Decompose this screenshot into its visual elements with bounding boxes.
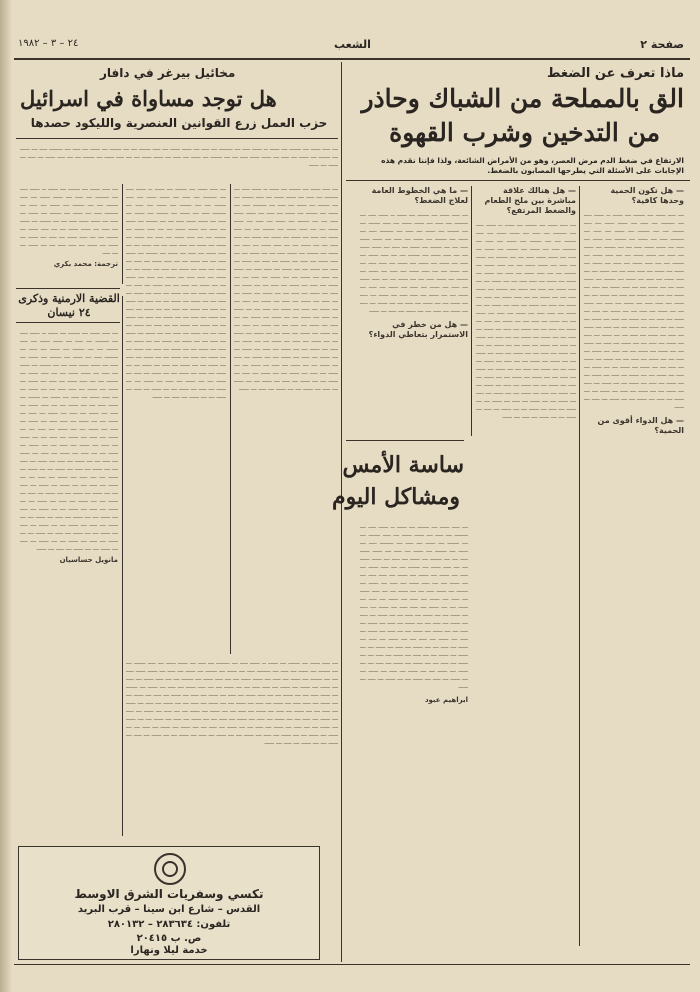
lead-body-text-2: ـــ ــــ ـــــ ـــ ــــــ ـــ ـــــ ــ ـــــ ــــ ـــ ـــــــ ـــ ــــ ـــ ـــــ ـــــ ـــ ــــ ــــــ ـــ ـــ ــــــ ـــ ـــــ ـــ ــــ ـــ ـــــــ ــــ ـــ ـــــ ـــ ــــــ ـــ ـــــ ـــ ــــ ـــ ـــــ ـــــ ــــ ـــ ـــ ــــــ ـــ ـــــ ـــ ــــ ـــ ـــــ ـــــ ـــ ـــ ــــ ـــــ ـــ ــــــ ـــ ـــ ــــ ـــــ ـــ ــــ ـــ ـــــ ـــ ـــــ ـــ ـــــ ـــ ــــ ــــ ـــ ـــ ـــــ ـــ ـــ ــــ ـــــ ـــ ــــ ـــ ـــــ ـــ ــــــ ـــ ـــــ ــــ ـــ ـــ ـــــ ـــ ـــ ــــ ـــــ ـــ ــــ ـــ ـــــ ـــ ــــ ـــ ـــــ ـــ ــــ ـــ ـــــ ـــ ـــ ـــــ ـــ ــــ ــــ ـــ ـــــ ـــ ــــ ـــ ـــــ ـــ ـــ ـــــ ـــ ــــ ـــ ـــ ـــــ ـــ ــــ ـــ ـــــ ـــ ــــ ـــ ـــ ـــــ ـــ ــــ ـــ ـــــ ـــ ــــ ـــ ـــ ـــــ ـــ ـــــ ـــ ـــ ــــ ـــ ـــــ ـــ ــــ ـــ ـــــ ـــ ــــ ـــ ـــ ـــــ ـــ ــــ ـــ ـــــ ـــ ــــ ـــ ـــ ـــــ ـــ ــــ ـــ ـــــ ـــ ـــ ـــــ ـــ ـــــ ـــ ـــ ــــ ـــ ـــــ ـــ ــــ ـــ ـــ ـــــ ـــ ــــ ـــ ـــ ـــــ ـــ ـــــ ـــ ــــ ـــ ـــ ـــــ ـــ ـــــ ـــ ـــ ـــــ ـــ ــــ ـــ ـــــ ـــ ـــ ـــــ ـــ ــــ ـــ ـــــ ـــ ـــ ـــــ ـــ ــــ ـــ ـــــ ـــ ـــ ـــــ ـــ ــــ ـــ ـــــ ـــ ـــ ـــــ ـــ ــــ ـــ ـــــ ـــ ـــ ـــــ ـــ ــــ ـــ ـــــ ـــ ـــ ـــــ ـــ ــــ ـــ ـــــ ـــ ـــ ـــــ ـــ ــــ ـــ ـــــ [476, 220, 576, 420]
ad-phone: تلفون: ٢٨٣٦٣٤ – ٢٨٠١٣٢ [107, 919, 231, 930]
story-three-headline: القضية الارمنية وذكرى ٢٤ نيسان [18, 292, 120, 319]
story-three-rule-top [16, 288, 120, 289]
story-two-rule [16, 138, 338, 139]
issue-date: ٢٤ – ٣ – ١٩٨٢ [18, 38, 79, 49]
company-logo-icon [154, 853, 186, 885]
ad-address: القدس – شارع ابن سينا – قرب البريد [77, 904, 261, 915]
story-two-column-3 [20, 184, 118, 284]
story-two-body-text-2: ـــ ــــ ـــــ ـــ ــــــ ـــ ـــــ ــ ـــــ ــــ ـــ ـــــــ ـــ ــــ ـــ ـــــ ـــــ ـــ ــــ ــــــ ـــ ـــ ــــــ ـــ ـــــ ـــ ــــ ـــ ـــــــ ــــ ـــ ـــــ ـــ ــــــ ـــ ـــــ ـــ ــــ ـــ ـــــ ـــــ ــــ ـــ ـــ ــــــ ـــ ـــــ ـــ ــــ ـــ ـــــ ـــــ ـــ ـــ ــــ ـــــ ـــ ــــــ ـــ ـــ ــــ ـــــ ـــ ــــ ـــ ـــــ ـــ ـــــ ـــ ـــــ ـــ ــــ ــــ ـــ ـــ ـــــ ـــ ـــ ــــ ـــــ ـــ ــــ ـــ ـــــ ـــ ــــــ ـــ ـــــ ــــ ـــ ـــ ـــــ ـــ ـــ ــــ ـــــ ـــ ــــ ـــ ـــــ ـــ ــــ ـــ ـــــ ـــ ــــ ـــ ـــــ ـــ ـــ ـــــ ـــ ــــ ــــ ـــ ـــــ ـــ ــــ ـــ ـــــ ـــ ـــ ـــــ ـــ ــــ ـــ ـــ ـــــ ـــ ــــ ـــ ـــــ ـــ ــــ ـــ ـــ ـــــ ـــ ــــ ـــ ـــــ ـــ ــــ ـــ ـــ ـــــ ـــ ـــــ ـــ ـــ ــــ ـــ ـــــ ـــ ــــ ـــ ـــــ ـــ ــــ ـــ ـــ ـــــ ـــ ــــ ـــ ـــــ ـــ ــــ ـــ ـــ ـــــ ـــ ــــ ـــ ـــــ ـــ ـــ ـــــ ـــ ـــــ ـــ ـــ ــــ ـــ ـــــ ـــ ــــ ـــ ـــ ـــــ ـــ ــــ ـــ ـــ ـــــ ـــ ـــــ ـــ ــــ ـــ ـــ ـــــ ـــ ـــــ ـــ ـــ ـــــ ـــ ــــ ـــ ـــــ ـــ ـــ ـــــ ـــ ــــ ـــ ـــــ ـــ ـــ ـــــ ـــ ــــ ـــ ـــــ ـــ ـــ ـــــ ـــ ــــ ـــ ـــــ ـــ ـــ ـــــ ـــ ــــ ـــ ـــــ ـــ ـــ ـــــ ـــ ــــ ـــ ـــــ ـــ ـــ ـــــ ـــ ــــ ـــ ـــــ ـــ ـــ ـــــ ـــ ــــ ـــ ـــــ ـــ ـــ ـــــ ـــ ــــ ـــ ـــــ ـــ ـــ ـــــ ـــ ــــ ـــ ـــــ ـــ ـــ ـــــ ـــ ــــ ـــ ـــــ [126, 184, 226, 400]
story-four-body-text: ـــ ــــ ـــــ ـــ ــــــ ـــ ـــــ ــ ـــــ ــــ ـــ ـــــــ ـــ ــــ ـــ ـــــ ـــــ ـــ ــــ ــــــ ـــ ـــ ــــــ ـــ ـــــ ـــ ــــ ـــ ـــــــ ــــ ـــ ـــــ ـــ ــــــ ـــ ـــــ ـــ ــــ ـــ ـــــ ـــــ ــــ ـــ ـــ ــــــ ـــ ـــــ ـــ ــــ ـــ ـــــ ـــــ ـــ ـــ ــــ ـــــ ـــ ــــــ ـــ ـــ ــــ ـــــ ـــ ــــ ـــ ـــــ ـــ ـــــ ـــ ـــــ ـــ ــــ ــــ ـــ ـــ ـــــ ـــ ـــ ــــ ـــــ ـــ ــــ ـــ ـــــ ـــ ــــــ ـــ ـــــ ــــ ـــ ـــ ـــــ ـــ ـــ ــــ ـــــ ـــ ــــ ـــ ـــــ ـــ ــــ ـــ ـــــ ـــ ــــ ـــ ـــــ ـــ ـــ ـــــ ـــ ــــ ــــ ـــ ـــــ ـــ ــــ ـــ ـــــ ـــ ـــ ـــــ ـــ ــــ ـــ ـــ ـــــ ـــ ــــ ـــ ـــــ ـــ ــــ ـــ ـــ ـــــ ـــ ــــ ـــ ـــــ ـــ ــــ ـــ ـــ ـــــ ـــ ـــــ ـــ ـــ ــــ ـــ ـــــ ـــ ــــ ـــ ـــــ ـــ ــــ ـــ ـــ ـــــ ـــ ــــ ـــ ـــــ ـــ ــــ ـــ ـــ ـــــ ـــ ــــ ـــ ـــــ ـــ ـــ ـــــ ـــ ـــــ ـــ ـــ ــــ ـــ ـــــ ـــ ــــ ـــ ـــ ـــــ ـــ ــــ ـــ ـــ ـــــ ـــ ـــــ ـــ ــــ ـــ ـــ ـــــ ـــ ـــــ ـــ ـــ ـــــ ـــ ــــ ـــ ـــــ ـــ ـــ ـــــ ـــ ــــ ـــ ـــــ ـــ ـــ ـــــ ـــ ــــ ـــ ـــــ [360, 522, 468, 690]
paper-name: الشعب [334, 38, 371, 51]
lead-kicker: ماذا تعرف عن الضغط [546, 66, 684, 81]
story-four-rule [346, 440, 464, 441]
lead-column-2 [476, 186, 576, 946]
col-rule-c [230, 184, 231, 654]
story-two-headline: هل توجد مساواة في اسرائيل [20, 86, 277, 111]
story-four-headline-2: ومشاكل اليوم [332, 484, 460, 510]
lead-headline-1: الق بالمملحة من الشباك وحاذر [361, 84, 684, 113]
story-two-lede-text: ـــ ــــ ـــــ ـــ ــــــ ـــ ـــــ ــ ـــــ ــــ ـــ ـــــــ ـــ ــــ ـــ ـــــ ـــــ ـــ ــــ ــــــ ـــ ـــ ــــــ ـــ ـــــ ـــ ــــ ـــ ـــــــ ــــ ـــ ـــــ ـــ ــــــ ـــ ـــــ ـــ ــــ ـــ ـــــ ـــــ ــــ ـــ ـــ ــــــ ـــ ـــــ ـــ ــــ ـــ ـــــ ـــــ ـــ ـــ ــــ ـــــ ـــ ــــــ ـــ ـــ ــــ ـــــ ـــ ــــ ـــ ـــــ ـــ ـــــ [20, 144, 338, 168]
top-rule [14, 58, 690, 60]
story-four-headline-1: ساسة الأمس [342, 452, 464, 478]
lead-question-1: — هل تكون الحمية وحدها كافية؟ [610, 186, 684, 205]
page-label: صفحة ٢ [640, 38, 684, 51]
lead-headline-2: من التدخين وشرب القهوة [389, 118, 660, 147]
ad-title: تكسي وسفريات الشرق الاوسط [74, 887, 264, 901]
lead-question-4: — هل من خطر في الاستمرار بتعاطي الدواء؟ [368, 320, 468, 339]
lower-left-body-text: ـــ ــــ ـــــ ـــ ــــــ ـــ ـــــ ــ ـــــ ــــ ـــ ـــــــ ـــ ــــ ـــ ـــــ ـــــ ـــ ــــ ــــــ ـــ ـــ ــــــ ـــ ـــــ ـــ ــــ ـــ ـــــــ ــــ ـــ ـــــ ـــ ــــــ ـــ ـــــ ـــ ــــ ـــ ـــــ ـــــ ــــ ـــ ـــ ــــــ ـــ ـــــ ـــ ــــ ـــ ـــــ ـــــ ـــ ـــ ــــ ـــــ ـــ ــــــ ـــ ـــ ــــ ـــــ ـــ ــــ ـــ ـــــ ـــ ـــــ ـــ ـــــ ـــ ــــ ــــ ـــ ـــ ـــــ ـــ ـــ ــــ ـــــ ـــ ــــ ـــ ـــــ ـــ ــــــ ـــ ـــــ ــــ ـــ ـــ ـــــ ـــ ـــ ــــ ـــــ ـــ ــــ ـــ ـــــ ـــ ــــ ـــ ـــــ ـــ ــــ ـــ ـــــ ـــ ـــ ـــــ ـــ ــــ ــــ ـــ ـــــ ـــ ــــ ـــ ـــــ ـــ ـــ ـــــ ـــ ــــ ـــ ـــ ـــــ ـــ ــــ ـــ ـــــ ـــ ــــ ـــ ـــ ـــــ ـــ ــــ ـــ ـــــ ـــ ــــ ـــ ـــ ـــــ ـــ ـــــ ـــ ـــ ــــ ـــ ـــــ ـــ ــــ ـــ ـــــ ـــ ــــ ـــ ـــ ـــــ ـــ ــــ ـــ ـــــ ـــ ــــ ـــ ـــ ـــــ ـــ ــــ ـــ ـــــ ـــ ـــ ـــــ ـــ ـــــ ـــ ـــ ــــ ـــ ـــــ ـــ ــــ ـــ ـــ ـــــ ـــ ــــ ـــ ـــ ـــــ ـــ ـــــ ـــ ــــ ـــ ـــ ـــــ ـــ ـــــ ـــ ـــ ـــــ ـــ ــــ ـــ ـــــ ـــ ـــ ـــــ ـــ ــــ ـــ ـــــ ـــ ـــ ـــــ ـــ ــــ ـــ ـــــ ـــ ـــ ـــــ ـــ ــــ ـــ ـــــ [126, 658, 338, 746]
story-two-body-text-3: ـــ ــــ ـــــ ـــ ــــــ ـــ ـــــ ــ ـــــ ــــ ـــ ـــــــ ـــ ــــ ـــ ـــــ ـــــ ـــ ــــ ــــــ ـــ ـــ ــــــ ـــ ـــــ ـــ ــــ ـــ ـــــــ ــــ ـــ ـــــ ـــ ــــــ ـــ ـــــ ـــ ــــ ـــ ـــــ ـــــ ــــ ـــ ـــ ــــــ ـــ ـــــ ـــ ــــ ـــ ـــــ ـــــ ـــ ـــ ــــ ـــــ ـــ ــــــ ـــ ـــ ــــ ـــــ ـــ ــــ ـــ ـــــ ـــ ـــــ ـــ ـــــ ـــ ــــ ــــ ـــ ـــ ـــــ ـــ ـــ ــــ [20, 184, 118, 256]
running-head [14, 38, 688, 56]
col-rule-a [579, 186, 580, 946]
lead-question-5: — هل الدواء أقوى من الحمية؟ [597, 416, 684, 435]
story-two-column-2 [126, 184, 226, 654]
story-four-byline: ابراهيم عبود [424, 696, 468, 704]
story-three-body [20, 328, 118, 836]
taxi-advertisement [18, 846, 320, 960]
story-two-subhead: حزب العمل زرع القوانين العنصرية والليكود حصدها [30, 116, 328, 130]
story-two-kicker: مخائيل بيرغر في دافار [100, 66, 236, 80]
lead-intro: الارتفاع في ضغط الدم مرض العصر، وهو من الأمراض الشائعة، ولذا فإننا نقدم هذه الإجابات على الأسئلة التي يطرحها المصابون بالضغط. [381, 156, 684, 175]
col-rule-d [122, 184, 123, 284]
ad-pobox: ص. ب ٢٠٤١٥ [136, 933, 202, 944]
lead-column-1 [584, 186, 684, 946]
story-three-byline: مانويل حساسيان [59, 556, 118, 564]
story-two-body-text: ـــ ــــ ـــــ ـــ ــــــ ـــ ـــــ ــ ـــــ ــــ ـــ ـــــــ ـــ ــــ ـــ ـــــ ـــــ ـــ ــــ ــــــ ـــ ـــ ــــــ ـــ ـــــ ـــ ــــ ـــ ـــــــ ــــ ـــ ـــــ ـــ ــــــ ـــ ـــــ ـــ ــــ ـــ ـــــ ـــــ ــــ ـــ ـــ ــــــ ـــ ـــــ ـــ ــــ ـــ ـــــ ـــــ ـــ ـــ ــــ ـــــ ـــ ــــــ ـــ ـــ ــــ ـــــ ـــ ــــ ـــ ـــــ ـــ ـــــ ـــ ـــــ ـــ ــــ ــــ ـــ ـــ ـــــ ـــ ـــ ــــ ـــــ ـــ ــــ ـــ ـــــ ـــ ــــــ ـــ ـــــ ــــ ـــ ـــ ـــــ ـــ ـــ ــــ ـــــ ـــ ــــ ـــ ـــــ ـــ ــــ ـــ ـــــ ـــ ــــ ـــ ـــــ ـــ ـــ ـــــ ـــ ــــ ــــ ـــ ـــــ ـــ ــــ ـــ ـــــ ـــ ـــ ـــــ ـــ ــــ ـــ ـــ ـــــ ـــ ــــ ـــ ـــــ ـــ ــــ ـــ ـــ ـــــ ـــ ــــ ـــ ـــــ ـــ ــــ ـــ ـــ ـــــ ـــ ـــــ ـــ ـــ ــــ ـــ ـــــ ـــ ــــ ـــ ـــــ ـــ ــــ ـــ ـــ ـــــ ـــ ــــ ـــ ـــــ ـــ ــــ ـــ ـــ ـــــ ـــ ــــ ـــ ـــــ ـــ ـــ ـــــ ـــ ـــــ ـــ ـــ ــــ ـــ ـــــ ـــ ــــ ـــ ـــ ـــــ ـــ ــــ ـــ ـــ ـــــ ـــ ـــــ ـــ ــــ ـــ ـــ ـــــ ـــ ـــــ ـــ ـــ ـــــ ـــ ــــ ـــ ـــــ ـــ ـــ ـــــ ـــ ــــ ـــ ـــــ ـــ ـــ ـــــ ـــ ــــ ـــ ـــــ ـــ ـــ ـــــ ـــ ــــ ـــ ـــــ ـــ ـــ ـــــ ـــ ــــ ـــ ـــــ ـــ ـــ ـــــ ـــ ــــ ـــ ـــــ ـــ ـــ ـــــ ـــ ــــ ـــ ـــــ ـــ ـــ ـــــ ـــ ــــ ـــ ـــــ ـــ ـــ ـــــ ـــ ــــ ـــ ـــــ ـــ ـــ ـــــ ـــ ــــ ـــ ـــــ ـــ ـــ ـــــ ـــ ــــ ـــ ـــــ [234, 184, 338, 392]
story-three-rule [16, 322, 120, 323]
story-two-lede [20, 144, 338, 180]
scan-edge [0, 0, 12, 992]
lead-question-3: — هل هنالك علاقة مباشرة بين ملح الطعام والضغط المرتفع؟ [484, 186, 576, 215]
lead-rule [346, 180, 690, 181]
lead-body-text: ـــ ــــ ـــــ ـــ ــــــ ـــ ـــــ ــ ـــــ ــــ ـــ ـــــــ ـــ ــــ ـــ ـــــ ـــــ ـــ ــــ ــــــ ـــ ـــ ــــــ ـــ ـــــ ـــ ــــ ـــ ـــــــ ــــ ـــ ـــــ ـــ ــــــ ـــ ـــــ ـــ ــــ ـــ ـــــ ـــــ ــــ ـــ ـــ ــــــ ـــ ـــــ ـــ ــــ ـــ ـــــ ـــــ ـــ ـــ ــــ ـــــ ـــ ــــــ ـــ ـــ ــــ ـــــ ـــ ــــ ـــ ـــــ ـــ ـــــ ـــ ـــــ ـــ ــــ ــــ ـــ ـــ ـــــ ـــ ـــ ــــ ـــــ ـــ ــــ ـــ ـــــ ـــ ــــــ ـــ ـــــ ــــ ـــ ـــ ـــــ ـــ ـــ ــــ ـــــ ـــ ــــ ـــ ـــــ ـــ ــــ ـــ ـــــ ـــ ــــ ـــ ـــــ ـــ ـــ ـــــ ـــ ــــ ــــ ـــ ـــــ ـــ ــــ ـــ ـــــ ـــ ـــ ـــــ ـــ ــــ ـــ ـــ ـــــ ـــ ــــ ـــ ـــــ ـــ ــــ ـــ ـــ ـــــ ـــ ــــ ـــ ـــــ ـــ ــــ ـــ ـــ ـــــ ـــ ـــــ ـــ ـــ ــــ ـــ ـــــ ـــ ــــ ـــ ـــــ ـــ ــــ ـــ ـــ ـــــ ـــ ــــ ـــ ـــــ ـــ ــــ ـــ ـــ ـــــ ـــ ــــ ـــ ـــــ ـــ ـــ ـــــ ـــ ـــــ ـــ ـــ ــــ ـــ ـــــ ـــ ــــ ـــ ـــ ـــــ ـــ ــــ ـــ ـــ ـــــ ـــ ـــــ ـــ ــــ ـــ ـــ ـــــ ـــ ـــــ ـــ ـــ ـــــ ـــ ــــ ـــ ـــــ ـــ ـــ ـــــ ـــ ــــ ـــ ـــــ ـــ ـــ ـــــ ـــ ــــ ـــ ـــــ ـــ ـــ ـــــ ـــ ــــ ـــ ـــــ ـــ ـــ ـــــ ـــ ــــ ـــ ـــــ ـــ ـــ ـــــ ـــ ــــ ـــ ـــــ ـــ ـــ ـــــ ـــ ــــ ـــ ـــــ [584, 210, 684, 410]
ad-slogan: خدمة ليلا ونهارا [130, 945, 208, 956]
col-rule-b [471, 186, 472, 436]
column-divider [341, 62, 342, 962]
col-rule-e [122, 296, 123, 836]
lead-body-text-3: ـــ ــــ ـــــ ـــ ــــــ ـــ ـــــ ــ ـــــ ــــ ـــ ـــــــ ـــ ــــ ـــ ـــــ ـــــ ـــ ــــ ــــــ ـــ ـــ ــــــ ـــ ـــــ ـــ ــــ ـــ ـــــــ ــــ ـــ ـــــ ـــ ــــــ ـــ ـــــ ـــ ــــ ـــ ـــــ ـــــ ــــ ـــ ـــ ــــــ ـــ ـــــ ـــ ــــ ـــ ـــــ ـــــ ـــ ـــ ــــ ـــــ ـــ ــــــ ـــ ـــ ــــ ـــــ ـــ ــــ ـــ ـــــ ـــ ـــــ ـــ ـــــ ـــ ــــ ــــ ـــ ـــ ـــــ ـــ ـــ ــــ ـــــ ـــ ــــ ـــ ـــــ ـــ ــــــ ـــ ـــــ ــــ ـــ ـــ ـــــ ـــ ـــ ــــ ـــــ ـــ ــــ ـــ ـــــ ـــ ــــ ـــ ـــــ ـــ ــــ ـــ ـــــ ـــ ـــ ـــــ ـــ ــــ ــــ ـــ ـــــ ـــ ــــ ـــ ـــــ ـــ ـــ ـــــ ـــ ــــ ـــ ـــ ـــــ ـــ ــــ ـــ ـــــ ـــ ــــ ـــ ـــ ـــــ ـــ ــــ ـــ ـــــ [360, 210, 468, 314]
bottom-rule [14, 964, 690, 965]
lead-question-2: — ما هي الخطوط العامة لعلاج الضغط؟ [371, 186, 468, 205]
story-two-byline: ترجمة: محمد بكري [53, 260, 118, 268]
lead-column-3 [360, 186, 468, 436]
story-two-column-1 [234, 184, 338, 654]
story-four-body [360, 522, 468, 946]
story-three-body-text: ـــ ــــ ـــــ ـــ ــــــ ـــ ـــــ ــ ـــــ ــــ ـــ ـــــــ ـــ ــــ ـــ ـــــ ـــــ ـــ ــــ ــــــ ـــ ـــ ــــــ ـــ ـــــ ـــ ــــ ـــ ـــــــ ــــ ـــ ـــــ ـــ ــــــ ـــ ـــــ ـــ ــــ ـــ ـــــ ـــــ ــــ ـــ ـــ ــــــ ـــ ـــــ ـــ ــــ ـــ ـــــ ـــــ ـــ ـــ ــــ ـــــ ـــ ــــــ ـــ ـــ ــــ ـــــ ـــ ــــ ـــ ـــــ ـــ ـــــ ـــ ـــــ ـــ ــــ ــــ ـــ ـــ ـــــ ـــ ـــ ــــ ـــــ ـــ ــــ ـــ ـــــ ـــ ــــــ ـــ ـــــ ــــ ـــ ـــ ـــــ ـــ ـــ ــــ ـــــ ـــ ــــ ـــ ـــــ ـــ ــــ ـــ ـــــ ـــ ــــ ـــ ـــــ ـــ ـــ ـــــ ـــ ــــ ــــ ـــ ـــــ ـــ ــــ ـــ ـــــ ـــ ـــ ـــــ ـــ ــــ ـــ ـــ ـــــ ـــ ــــ ـــ ـــــ ـــ ــــ ـــ ـــ ـــــ ـــ ــــ ـــ ـــــ ـــ ــــ ـــ ـــ ـــــ ـــ ـــــ ـــ ـــ ــــ ـــ ـــــ ـــ ــــ ـــ ـــــ ـــ ــــ ـــ ـــ ـــــ ـــ ــــ ـــ ـــــ ـــ ــــ ـــ ـــ ـــــ ـــ ــــ ـــ ـــــ ـــ ـــ ـــــ ـــ ـــــ ـــ ـــ ــــ ـــ ـــــ ـــ ــــ ـــ ـــ ـــــ ـــ ــــ ـــ ـــ ـــــ ـــ ـــــ ـــ ــــ ـــ ـــ ـــــ ـــ ـــــ ـــ ـــ ـــــ ـــ ــــ ـــ ـــــ ـــ ـــ ـــــ ـــ ــــ ـــ ـــــ ـــ ـــ ـــــ ـــ ــــ ـــ ـــــ ـــ ـــ ـــــ ـــ ــــ ـــ ـــــ ـــ ـــ ـــــ ـــ ــــ ـــ ـــــ ـــ ـــ ـــــ ـــ ــــ ـــ ـــــ ـــ ـــ ـــــ ـــ ــــ ـــ ـــــ ـــ ـــ ـــــ ـــ ــــ ـــ ـــــ ـــ ـــ ـــــ ـــ ــــ ـــ ـــــ ـــ ـــ ـــــ ـــ ــــ ـــ ـــــ ـــ ـــ ـــــ ـــ ــــ ـــ ـــــ [20, 328, 118, 552]
lower-left-text [126, 658, 338, 838]
